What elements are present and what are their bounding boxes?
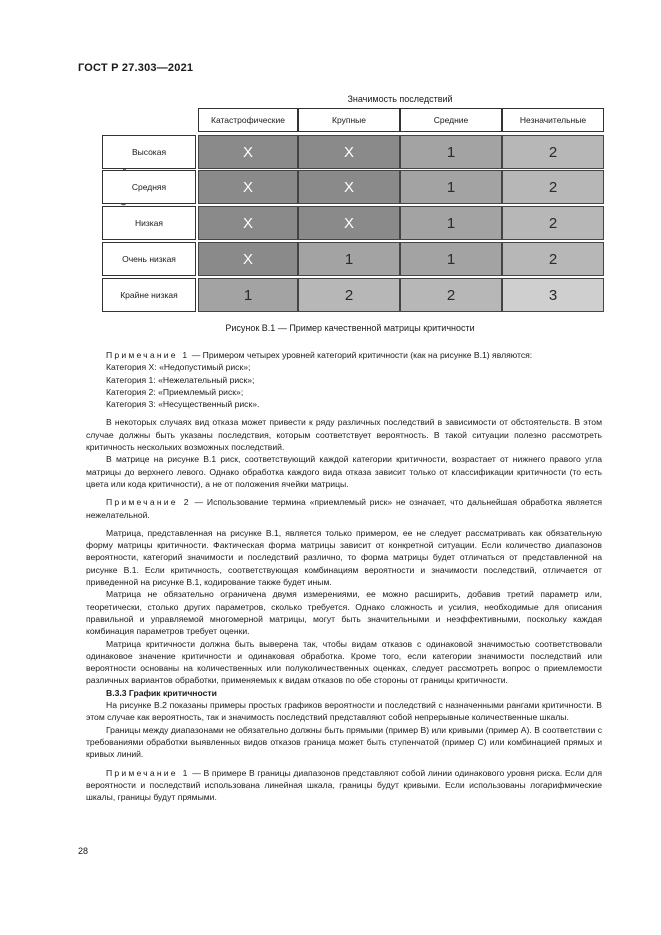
- row-header: Очень низкая: [102, 242, 196, 276]
- matrix-cell: 2: [502, 242, 604, 276]
- note-label: Примечание 1: [106, 350, 190, 360]
- row-header: Средняя: [102, 170, 196, 204]
- note-3: [86, 767, 602, 804]
- matrix-cell: 1: [400, 242, 502, 276]
- paragraph: Матрица, представленная на рисунке В.1, является только примером, ее не следует рассматривать как обязательную форму матрицы критичности. Фактическая форма матрицы зависит от конкретной ситуации. Если количество диапазонов вероятности, категорий значимости и последствий различно, то форма матрицы будет отличаться от представленной на рисунке В.1. Если критичность, соответствующая комбинациям вероятности и значимости последствий, отличается от приведенной на рисунке В.1, кодирование также будет иным.: [86, 527, 602, 588]
- figure-caption: Рисунок В.1 — Пример качественной матрицы критичности: [225, 323, 475, 333]
- matrix-cell: 2: [502, 135, 604, 169]
- matrix-cell: 3: [502, 278, 604, 312]
- row-header: Высокая: [102, 135, 196, 169]
- matrix-cell: X: [198, 135, 298, 169]
- column-header: Крупные: [298, 108, 400, 132]
- row-header: Крайне низкая: [102, 278, 196, 312]
- column-header: Средние: [400, 108, 502, 132]
- matrix-cell: X: [198, 242, 298, 276]
- matrix-cell: 2: [502, 206, 604, 240]
- category-2: Категория 2: «Приемлемый риск»;: [106, 386, 244, 397]
- column-header: Катастрофические: [198, 108, 298, 132]
- paragraph: В матрице на рисунке В.1 риск, соответствующий каждой категории критичности, возрастает от нижнего правого угла матрицы до верхнего левого. Однако обработка каждого вида отказа зависит только от классификации критичности (то есть цвета или кода критичности), а не от положения ячейки матрицы.: [86, 454, 602, 489]
- section-heading: В.3.3 График критичности: [106, 687, 217, 698]
- note-text: — Использование термина «приемлемый риск» не означает, что дальнейшая обработка является нежелательной.: [86, 497, 603, 520]
- paragraph: На рисунке В.2 показаны примеры простых графиков вероятности и последствий с назначенными рангами критичности. В этом случае как вероятность, так и значимость последствий представляют собой непрерывные количественные шкалы.: [86, 700, 602, 723]
- category-x: Категория X: «Недопустимый риск»;: [106, 362, 251, 373]
- note-text: — В примере В границы диапазонов представляют собой линии одинакового уровня риска. Если для вероятности и последствий использована линейная шкала, границы будут кривыми. Если использованы логарифмические шкалы, границы будут прямыми.: [86, 767, 602, 803]
- note-2: [86, 496, 602, 521]
- paragraph: Матрица критичности должна быть выверена так, чтобы видам отказов с одинаковой значимостью соответствовали одинаковое значение критичности и одинаковая обработка. Кроме того, если категории значимости последствий или вероятности основаны на количественных или полуколичественных оценках, следует рассмотреть вопрос о приемлемости различных вариантов обработки, применяемых к видам отказов по обе стороны от границы критичности.: [86, 638, 602, 686]
- matrix-cell: X: [298, 206, 400, 240]
- severity-axis-title: Значимость последствий: [347, 94, 453, 104]
- matrix-cell: X: [298, 135, 400, 169]
- page-number: 28: [78, 846, 89, 856]
- matrix-cell: 1: [198, 278, 298, 312]
- matrix-cell: X: [198, 206, 298, 240]
- matrix-cell: X: [198, 170, 298, 204]
- row-header: Низкая: [102, 206, 196, 240]
- document-header: ГОСТ Р 27.303—2021: [78, 62, 194, 74]
- paragraph: Матрица не обязательно ограничена двумя измерениями, ее можно расширить, добавив третий параметр или, теоретически, столько других параметров, сколько требуется. Однако сложность и усилия, необходимые для описания правильной и управляемой многомерной матрицы, могут быть значительными и неэффективными, поскольку каждая комбинация параметров требует оценки.: [86, 589, 602, 637]
- column-header: Незначительные: [502, 108, 604, 132]
- category-3: Категория 3: «Несущественный риск».: [106, 399, 260, 410]
- matrix-cell: 2: [502, 170, 604, 204]
- note-label: Примечание 1: [106, 767, 190, 778]
- matrix-cell: 1: [400, 206, 502, 240]
- note-1: [86, 349, 602, 361]
- paragraph: Границы между диапазонами не обязательно должны быть прямыми (пример В) или кривыми (пример А). В соответствии с требованиями обработки выявленных видов отказов граница может быть ступенчатой (пример С) или комбинацией прямых и кривых линий.: [86, 724, 602, 760]
- matrix-cell: 2: [400, 278, 502, 312]
- matrix-cell: 1: [400, 135, 502, 169]
- matrix-cell: 1: [400, 170, 502, 204]
- category-1: Категория 1: «Нежелательный риск»;: [106, 374, 255, 385]
- paragraph: В некоторых случаях вид отказа может привести к ряду различных последствий в зависимости от обстоятельств. В этом случае должны быть указаны последствия, которым соответствует вероятность. В такой ситуации полезно рассмотреть критичность нескольких возможных последствий.: [86, 417, 602, 453]
- matrix-cell: 1: [298, 242, 400, 276]
- note-text: — Примером четырех уровней категорий критичности (как на рисунке В.1) являются:: [189, 350, 533, 360]
- matrix-cell: 2: [298, 278, 400, 312]
- body-text: [86, 349, 602, 803]
- matrix-cell: X: [298, 170, 400, 204]
- note-label: Примечание 2: [106, 497, 191, 508]
